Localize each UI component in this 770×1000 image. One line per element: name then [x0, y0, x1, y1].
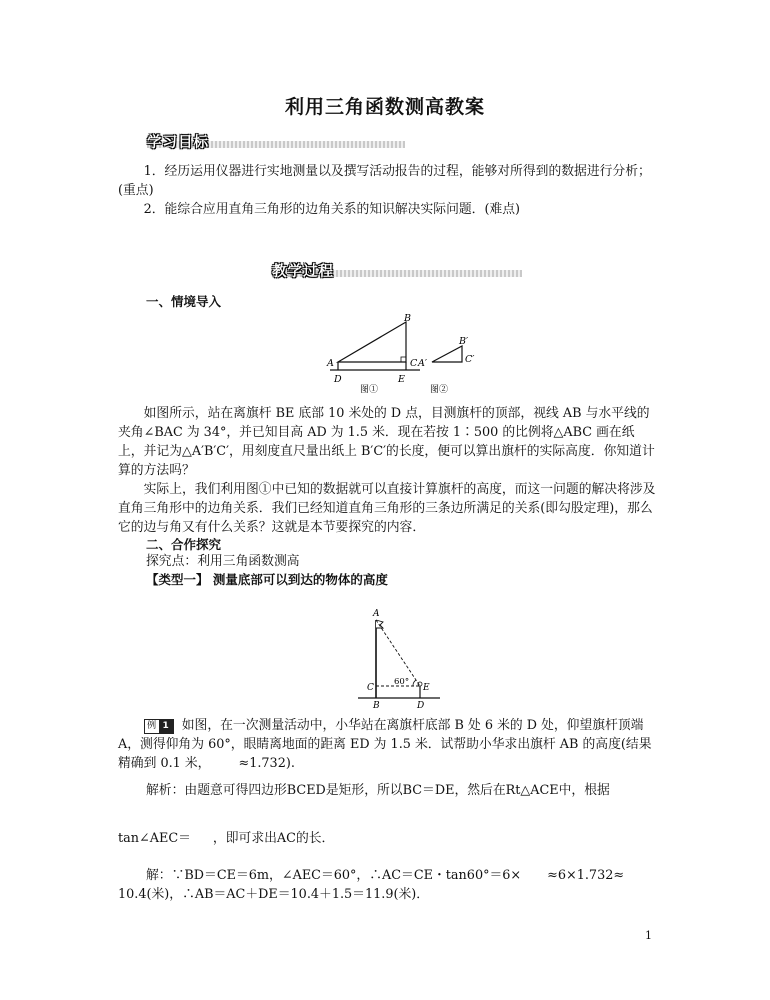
example-1-text: [118, 716, 658, 773]
label-B: B: [373, 701, 380, 710]
goal-item-1: 1．经历运用仪器进行实地测量以及撰写活动报告的过程，能够对所得到的数据进行分析；(重点): [118, 164, 651, 198]
example-1-tail: ≈1.732).: [238, 756, 295, 771]
triangle-abc-prime: [432, 346, 462, 362]
caption-fig2: 图②: [430, 385, 449, 395]
section-label-process: 教学过程: [272, 264, 334, 280]
page-number: 1: [645, 929, 652, 942]
analysis-q4: AC: [276, 831, 296, 846]
type-one-heading: 【类型一】 测量底部可以到达的物体的高度: [146, 572, 388, 587]
figure-flagpole-triangles: [320, 310, 480, 400]
label-E: E: [423, 683, 430, 693]
label-D: D: [417, 701, 425, 710]
section-banner-goals: [147, 133, 405, 151]
analysis-q2: BC＝DE: [402, 783, 455, 798]
intro-paragraph-2: 实际上，我们利用图①中已知的数据就可以直接计算旗杆的高度，而这一问题的解决将涉及直角三角形中的边角关系．我们已经知道直角三角形的三条边所满足的关系(即勾股定理)，那么它的边与角又有什么关系？这就是本节要探究的内容．: [118, 482, 656, 535]
goal-item-2: 2．能综合应用直角三角形的边角关系的知识解决实际问题．(难点): [143, 202, 521, 217]
label-D: D: [334, 374, 342, 385]
analysis-q3: Rt△ACE: [505, 783, 559, 798]
solution-part-1: 解：∵BD＝CE＝6m，∠AEC＝60°，∴AC＝CE・tan60°＝6×: [146, 868, 522, 883]
example-1-body: 如图，在一次测量活动中，小华站在离旗杆底部 B 处 6 米的 D 处，仰望旗杆顶端 A，测得仰角为 60°，眼睛离地面的距离 ED 为 1.5 米．试帮助小华求出旗杆 AB 的高度(结果精确到 0.1 米，: [118, 718, 652, 771]
explore-point: 探究点：利用三角函数测高: [146, 554, 300, 569]
angle-label: 60°: [394, 677, 410, 687]
solution-line-1: [146, 866, 624, 885]
label-E: E: [398, 374, 405, 385]
analysis-line-2: [118, 829, 334, 848]
analysis-tan: tan∠AEC＝: [118, 831, 191, 846]
analysis-mid1: 是矩形，所以: [325, 783, 403, 798]
label-A: A: [327, 358, 334, 369]
label-C-prime: C′: [465, 354, 475, 365]
example-badge-label: 例: [147, 721, 157, 731]
page-title: 利用三角函数测高教案: [284, 96, 485, 118]
triangle-abc: [338, 322, 406, 362]
analysis-line-1: [146, 781, 610, 800]
analysis-mid3: 中，根据: [558, 783, 610, 798]
label-B: B: [404, 313, 411, 324]
label-C: C: [367, 683, 374, 693]
analysis-end: 的长．: [295, 831, 335, 846]
section-banner-process: [272, 262, 522, 280]
analysis-then: ，即可求出: [212, 831, 277, 846]
label-A: A: [373, 609, 380, 619]
analysis-mid2: ，然后在: [454, 783, 506, 798]
figure-elevation-angle: [350, 606, 450, 710]
intro-paragraph-1: 如图所示，站在离旗杆 BE 底部 10 米处的 D 点，目测旗杆的顶部，视线 AB 与水平线的夹角∠BAC 为 34°，并已知目高 AD 为 1.5 米．现在若按 1∶500 的比例将△ABC 画在纸上，并记为△A′B′C′，用刻度直尺量出纸上 B′C′的长度，便可以算出旗杆的实际高度．你知道计算的方法吗？: [118, 406, 655, 478]
solution-part-2: ≈6×1.732≈: [547, 868, 625, 883]
heading-situation: 一、情境导入: [146, 294, 222, 309]
caption-fig1: 图①: [360, 385, 379, 395]
example-badge-number: 1: [159, 720, 173, 733]
angle-arc: [413, 680, 416, 686]
analysis-q1: BCED: [286, 783, 326, 798]
solution-line-2: 10.4(米)，∴AB＝AC＋DE＝10.4＋1.5＝11.9(米)．: [118, 887, 430, 902]
analysis-lead: 解析：由题意可得四边形: [146, 783, 287, 798]
section-label-goals: 学习目标: [147, 135, 209, 151]
label-C: C: [410, 358, 418, 369]
heading-cooperation: 二、合作探究: [146, 537, 222, 552]
label-B-prime: B′: [459, 336, 469, 347]
example-badge: [144, 719, 174, 734]
label-A-prime: A′: [418, 358, 428, 369]
